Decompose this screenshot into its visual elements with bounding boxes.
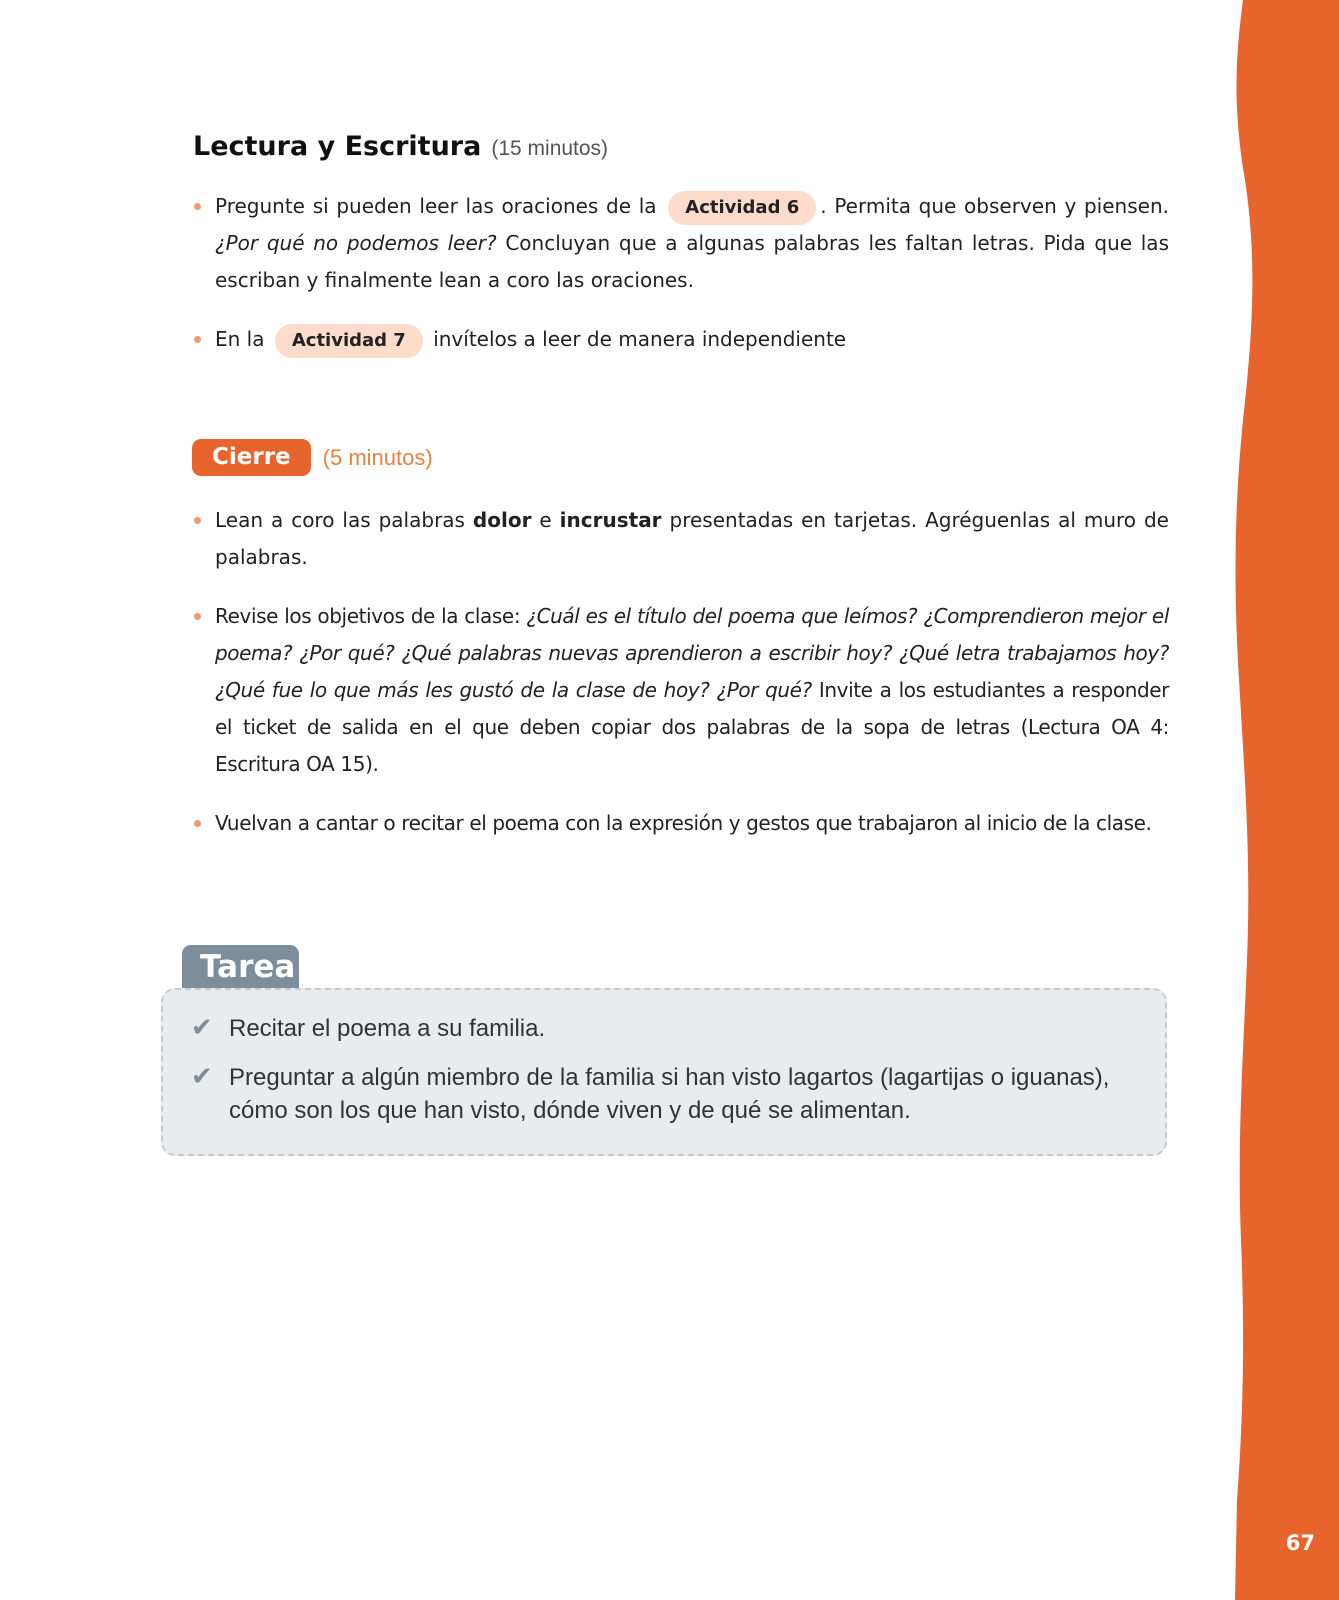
bullet-icon (194, 613, 201, 620)
cierre-list (193, 502, 1169, 842)
lectura-list (193, 188, 1169, 358)
item-text: Concluyan que a algunas palabras les faltan letras. Pida que las escriban y finalmente lean a coro las oraciones. (215, 231, 1169, 292)
item-question: ¿Por qué no podemos leer? (215, 231, 497, 255)
bullet-icon (194, 517, 201, 524)
lectura-duration: (15 minutos) (491, 137, 609, 160)
cierre-badge: Cierre (192, 439, 311, 476)
item-text: Preguntar a algún miembro de la familia si han visto lagartos (lagartijas o iguanas), cómo son los que han visto, dónde viven y de qué se alimentan. (229, 1064, 1110, 1124)
page-number: 67 (1285, 1531, 1315, 1555)
list-item (193, 598, 1169, 783)
cierre-duration: (5 minutos) (322, 444, 433, 470)
check-icon: ✔ (191, 1062, 213, 1092)
list-item (193, 502, 1169, 576)
bullet-icon (194, 336, 201, 343)
item-text: presentadas en tarjetas. Agréguenlas al muro de palabras. (215, 508, 1169, 569)
vocab-word: incrustar (559, 508, 662, 532)
lectura-title: Lectura y Escritura (193, 131, 482, 162)
item-text: Lean a coro las palabras (215, 508, 473, 532)
list-item (193, 188, 1169, 299)
item-text: invítelos a leer de manera independiente (433, 327, 847, 351)
list-item (193, 805, 1169, 842)
item-text: e (531, 508, 560, 532)
lectura-heading (193, 131, 608, 162)
check-icon: ✔ (191, 1013, 213, 1043)
tarea-list (191, 1012, 1141, 1127)
tarea-box (161, 988, 1167, 1156)
list-item (191, 1012, 1141, 1045)
activity-badge: Actividad 6 (668, 191, 816, 225)
bullet-icon (194, 820, 201, 827)
tarea-tab: Tarea (182, 945, 299, 989)
list-item (193, 321, 1169, 358)
list-item (191, 1061, 1141, 1127)
item-text: Invite a los estudiantes a responder el ticket de salida en el que deben copiar dos palabras de la sopa de letras (Lectura OA 4: Escritura OA 15). (215, 678, 1169, 776)
item-text: Recitar el poema a su familia. (229, 1015, 546, 1042)
item-text: Vuelvan a cantar o recitar el poema con la expresión y gestos que trabajaron al inicio de la clase. (215, 811, 1152, 835)
item-text: Pregunte si pueden leer las oraciones de la (215, 194, 657, 218)
item-text: Revise los objetivos de la clase: (215, 604, 527, 628)
cierre-heading (192, 439, 433, 476)
activity-badge: Actividad 7 (275, 324, 423, 358)
item-text: . Permita que observen y piensen. (820, 194, 1169, 218)
item-question: ¿Cuál es el título del poema que leímos? ¿Comprendieron mejor el poema? ¿Por qué? ¿Qué palabras nuevas aprendieron a escribir hoy? ¿Qué letra trabajamos hoy? ¿Qué fue lo que más les gustó de la clase de hoy? ¿Por qué? (215, 604, 1169, 702)
item-text: En la (215, 327, 265, 351)
vocab-word: dolor (472, 508, 532, 532)
orange-side-band (1229, 0, 1339, 1600)
bullet-icon (194, 203, 201, 210)
